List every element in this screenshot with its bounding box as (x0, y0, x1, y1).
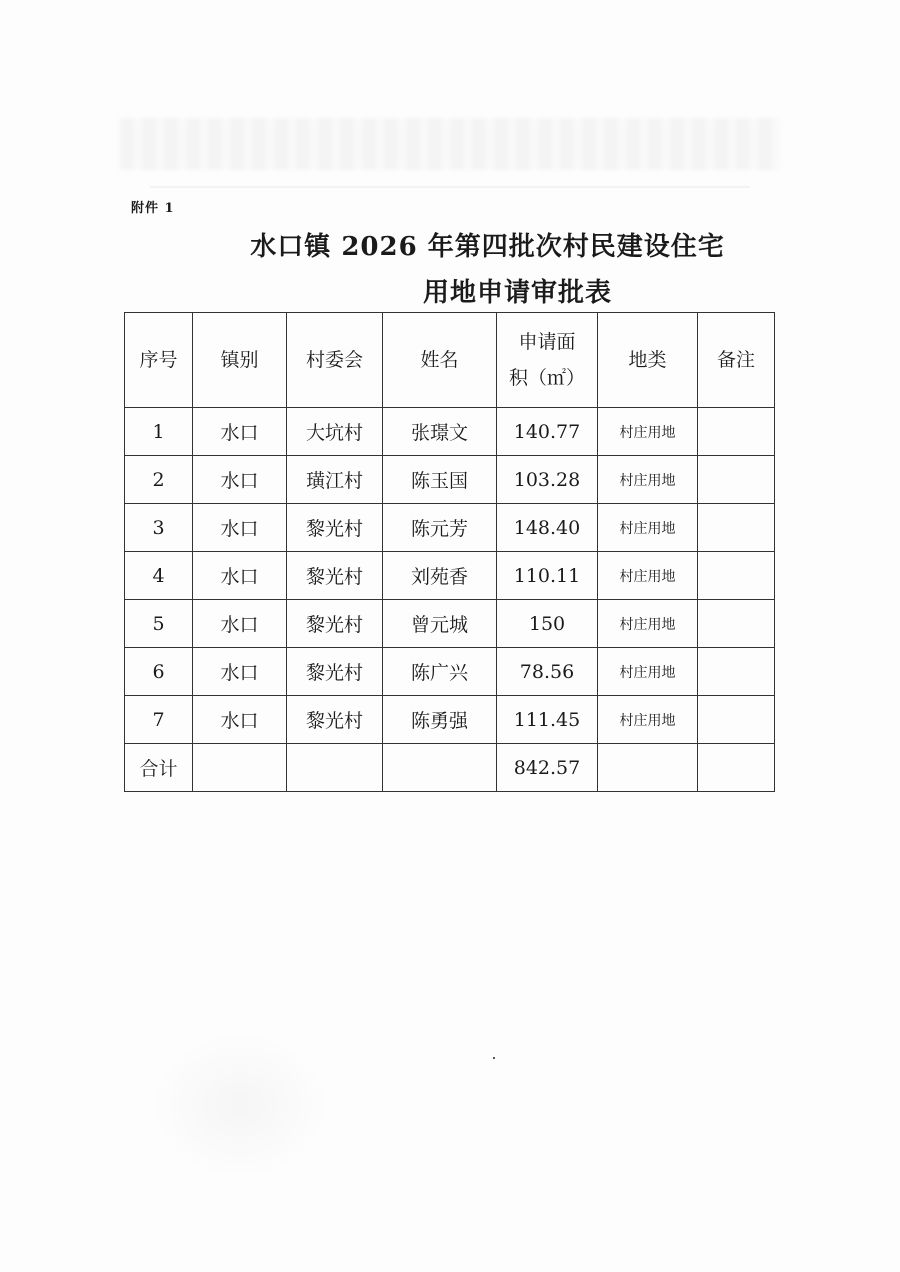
cell-area: 103.28 (497, 456, 598, 504)
table-row (125, 456, 775, 504)
scan-speck (493, 1057, 495, 1059)
cell-village: 黎光村 (287, 648, 383, 696)
cell-area: 140.77 (497, 408, 598, 456)
faint-stamp-mark (150, 1030, 330, 1180)
cell-village: 大坑村 (287, 408, 383, 456)
attachment-label: 附件 1 (131, 201, 175, 216)
approval-table (124, 312, 775, 792)
cell-area: 78.56 (497, 648, 598, 696)
header-town: 镇别 (193, 313, 287, 408)
header-row (125, 313, 775, 408)
header-area (497, 313, 598, 408)
cell-village: 黎光村 (287, 504, 383, 552)
cell-town: 水口 (193, 408, 287, 456)
cell-land-type: 村庄用地 (598, 408, 698, 456)
cell-index: 7 (125, 696, 193, 744)
cell-area: 110.11 (497, 552, 598, 600)
cell-town: 水口 (193, 600, 287, 648)
header-remarks: 备注 (698, 313, 775, 408)
total-empty-remarks (698, 744, 775, 792)
cell-index: 4 (125, 552, 193, 600)
total-empty-land-type (598, 744, 698, 792)
cell-land-type: 村庄用地 (598, 456, 698, 504)
header-area-line-1: 申请面 (518, 331, 576, 353)
total-label: 合计 (125, 744, 193, 792)
cell-town: 水口 (193, 456, 287, 504)
cell-land-type: 村庄用地 (598, 552, 698, 600)
total-empty-town (193, 744, 287, 792)
cell-remarks (698, 600, 775, 648)
cell-remarks (698, 504, 775, 552)
document-title-line-2: 用地申请审批表 (422, 278, 612, 308)
cell-village: 黎光村 (287, 552, 383, 600)
cell-index: 6 (125, 648, 193, 696)
cell-remarks (698, 648, 775, 696)
header-index: 序号 (125, 313, 193, 408)
total-row (125, 744, 775, 792)
cell-town: 水口 (193, 504, 287, 552)
cell-town: 水口 (193, 696, 287, 744)
table-row (125, 552, 775, 600)
total-empty-name (383, 744, 497, 792)
table-header (125, 313, 775, 408)
header-village: 村委会 (287, 313, 383, 408)
cell-index: 1 (125, 408, 193, 456)
cell-village: 黎光村 (287, 600, 383, 648)
cell-name: 陈玉国 (383, 456, 497, 504)
table-row (125, 648, 775, 696)
total-area: 842.57 (497, 744, 598, 792)
cell-land-type: 村庄用地 (598, 504, 698, 552)
cell-remarks (698, 408, 775, 456)
cell-name: 陈元芳 (383, 504, 497, 552)
cell-index: 5 (125, 600, 193, 648)
cell-town: 水口 (193, 648, 287, 696)
cell-village: 璜江村 (287, 456, 383, 504)
table-row (125, 408, 775, 456)
cell-town: 水口 (193, 552, 287, 600)
cell-index: 3 (125, 504, 193, 552)
table-row (125, 504, 775, 552)
cell-name: 张璟文 (383, 408, 497, 456)
table-row (125, 696, 775, 744)
total-empty-village (287, 744, 383, 792)
cell-village: 黎光村 (287, 696, 383, 744)
table-row (125, 600, 775, 648)
header-name: 姓名 (383, 313, 497, 408)
cell-remarks (698, 552, 775, 600)
cell-area: 148.40 (497, 504, 598, 552)
table-body (125, 408, 775, 792)
cell-remarks (698, 696, 775, 744)
cell-remarks (698, 456, 775, 504)
header-area-line-2: 积（㎡） (508, 367, 585, 389)
header-land-type: 地类 (598, 313, 698, 408)
cell-area: 150 (497, 600, 598, 648)
cell-name: 曾元城 (383, 600, 497, 648)
cell-land-type: 村庄用地 (598, 696, 698, 744)
cell-land-type: 村庄用地 (598, 648, 698, 696)
cell-area: 111.45 (497, 696, 598, 744)
bleed-through-band (120, 118, 780, 170)
cell-name: 陈广兴 (383, 648, 497, 696)
cell-name: 刘苑香 (383, 552, 497, 600)
bleed-through-line (150, 186, 750, 188)
document-title-line-1: 水口镇 2026 年第四批次村民建设住宅 (250, 232, 725, 262)
cell-land-type: 村庄用地 (598, 600, 698, 648)
cell-index: 2 (125, 456, 193, 504)
cell-name: 陈勇强 (383, 696, 497, 744)
